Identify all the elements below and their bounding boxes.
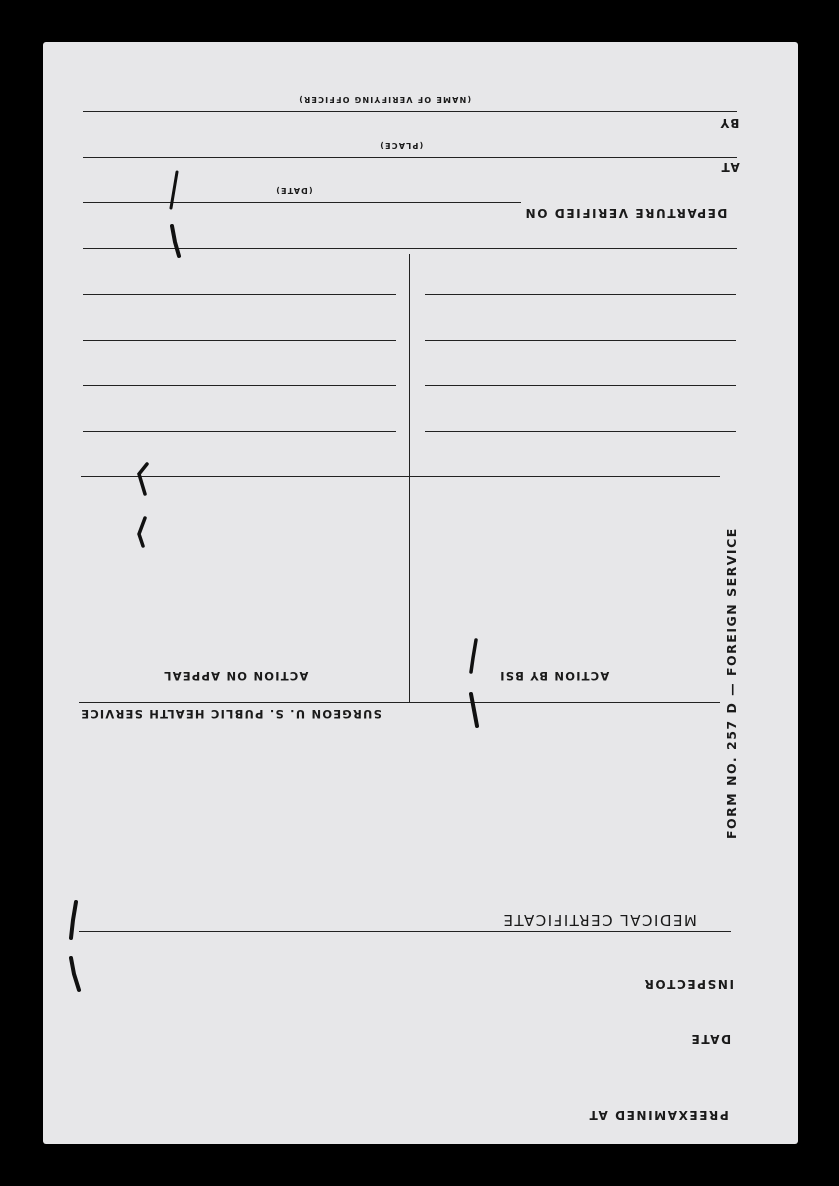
left-line-4 <box>83 431 396 432</box>
action-on-appeal-label: ACTION ON APPEAL <box>163 669 309 683</box>
action-by-bsi-label: ACTION BY BSI <box>499 669 610 683</box>
date-caption: (DATE) <box>275 186 313 195</box>
place-caption: (PLACE) <box>379 141 424 150</box>
left-line-3 <box>83 385 396 386</box>
verifying-officer-line <box>83 111 737 112</box>
medical-certificate-label: MEDICAL CERTIFICATE <box>502 911 697 929</box>
form-number: FORM NO. 257 D — FOREIGN SERVICE <box>724 527 739 839</box>
verifying-officer-caption: (NAME OF VERIFYING OFFICER) <box>298 95 472 104</box>
inspector-label: INSPECTOR <box>643 977 734 991</box>
place-line <box>83 157 737 158</box>
full-line-5 <box>81 476 720 477</box>
form-card <box>43 42 798 1144</box>
by-label: BY <box>719 116 740 130</box>
left-line-2 <box>83 340 396 341</box>
surgeon-label: SURGEON U. S. PUBLIC HEALTH SERVICE <box>80 707 382 721</box>
medical-certificate-line <box>79 931 731 932</box>
surgeon-line <box>79 702 720 703</box>
date-line <box>83 202 521 203</box>
at-label: AT <box>720 160 740 174</box>
right-line-4 <box>425 431 736 432</box>
staple-mark-middle <box>133 460 155 552</box>
left-line-1 <box>83 294 396 295</box>
departure-label: DEPARTURE VERIFIED ON <box>524 206 728 220</box>
staple-mark-top <box>165 168 187 264</box>
staple-mark-center <box>463 636 485 732</box>
right-line-2 <box>425 340 736 341</box>
column-divider <box>409 254 410 702</box>
staple-mark-bottom <box>65 896 87 996</box>
preexamined-label: PREEXAMINED AT <box>588 1108 729 1122</box>
date-label: DATE <box>690 1032 732 1046</box>
right-line-1 <box>425 294 736 295</box>
right-line-3 <box>425 385 736 386</box>
